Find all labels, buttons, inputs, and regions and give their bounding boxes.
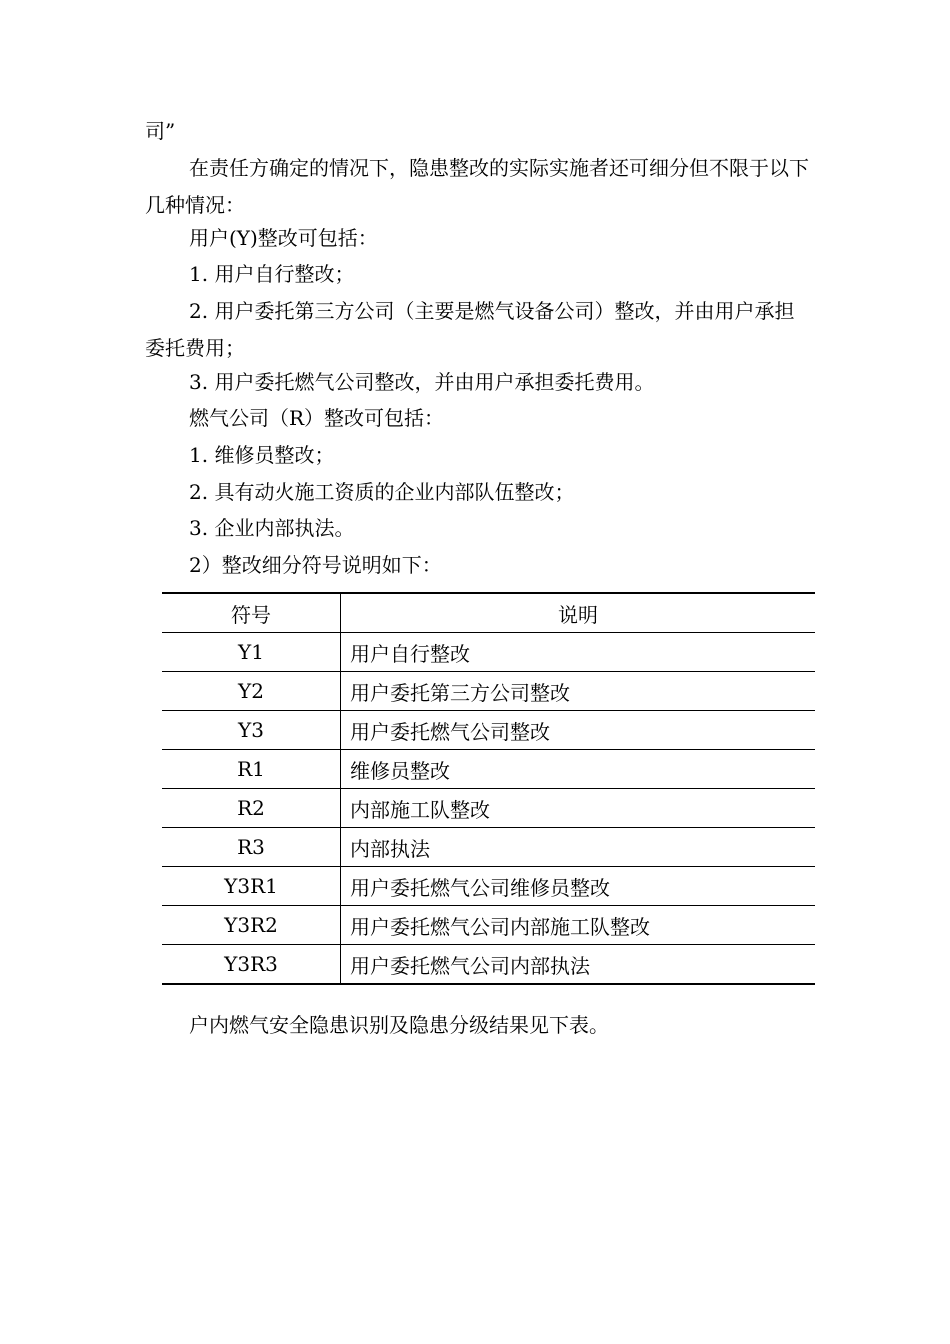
table-row: [162, 633, 815, 672]
header-symbol: 符号: [162, 593, 341, 633]
list-item-gas-2: 2. 具有动火施工资质的企业内部队伍整改；: [189, 480, 575, 504]
table-row: [162, 789, 815, 828]
symbol-cell: Y2: [162, 672, 341, 711]
symbol-cell: Y3R2: [162, 906, 341, 945]
symbol-cell: Y3: [162, 711, 341, 750]
symbol-cell: Y3R1: [162, 867, 341, 906]
description-cell: 用户自行整改: [341, 633, 816, 672]
symbol-cell: R3: [162, 828, 341, 867]
description-cell: 用户委托燃气公司维修员整改: [341, 867, 816, 906]
table-row: [162, 672, 815, 711]
symbol-cell: Y3R3: [162, 945, 341, 985]
symbol-cell: R1: [162, 750, 341, 789]
paragraph-user-heading: 用户(Y)整改可包括：: [189, 226, 378, 250]
table-row: [162, 867, 815, 906]
description-cell: 用户委托第三方公司整改: [341, 672, 816, 711]
closing-paragraph: 户内燃气安全隐患识别及隐患分级结果见下表。: [189, 1013, 609, 1037]
symbol-cell: R2: [162, 789, 341, 828]
description-cell: 用户委托燃气公司内部执法: [341, 945, 816, 985]
symbol-table: [162, 592, 815, 985]
description-cell: 维修员整改: [341, 750, 816, 789]
continued-text: 司”: [145, 119, 176, 143]
paragraph-gas-company-heading: 燃气公司（R）整改可包括：: [189, 406, 445, 430]
table-row: [162, 750, 815, 789]
table-row: [162, 945, 815, 985]
list-item-gas-1: 1. 维修员整改；: [189, 443, 335, 467]
symbol-cell: Y1: [162, 633, 341, 672]
paragraph-symbol-intro: 2）整改细分符号说明如下：: [189, 553, 442, 577]
list-item-gas-3: 3. 企业内部执法。: [189, 516, 355, 540]
list-item-user-1: 1. 用户自行整改；: [189, 262, 355, 286]
table-row: [162, 711, 815, 750]
table-row: [162, 906, 815, 945]
description-cell: 用户委托燃气公司整改: [341, 711, 816, 750]
table-row: [162, 828, 815, 867]
table-header-row: [162, 593, 815, 633]
list-item-user-2: 2. 用户委托第三方公司（主要是燃气设备公司）整改，并由用户承担委托费用；: [145, 299, 795, 360]
description-cell: 内部执法: [341, 828, 816, 867]
paragraph-intro: 在责任方确定的情况下，隐患整改的实际实施者还可细分但不限于以下几种情况：: [145, 156, 809, 217]
header-description: 说明: [341, 593, 816, 633]
list-item-user-3: 3. 用户委托燃气公司整改，并由用户承担委托费用。: [189, 370, 655, 394]
description-cell: 用户委托燃气公司内部施工队整改: [341, 906, 816, 945]
description-cell: 内部施工队整改: [341, 789, 816, 828]
